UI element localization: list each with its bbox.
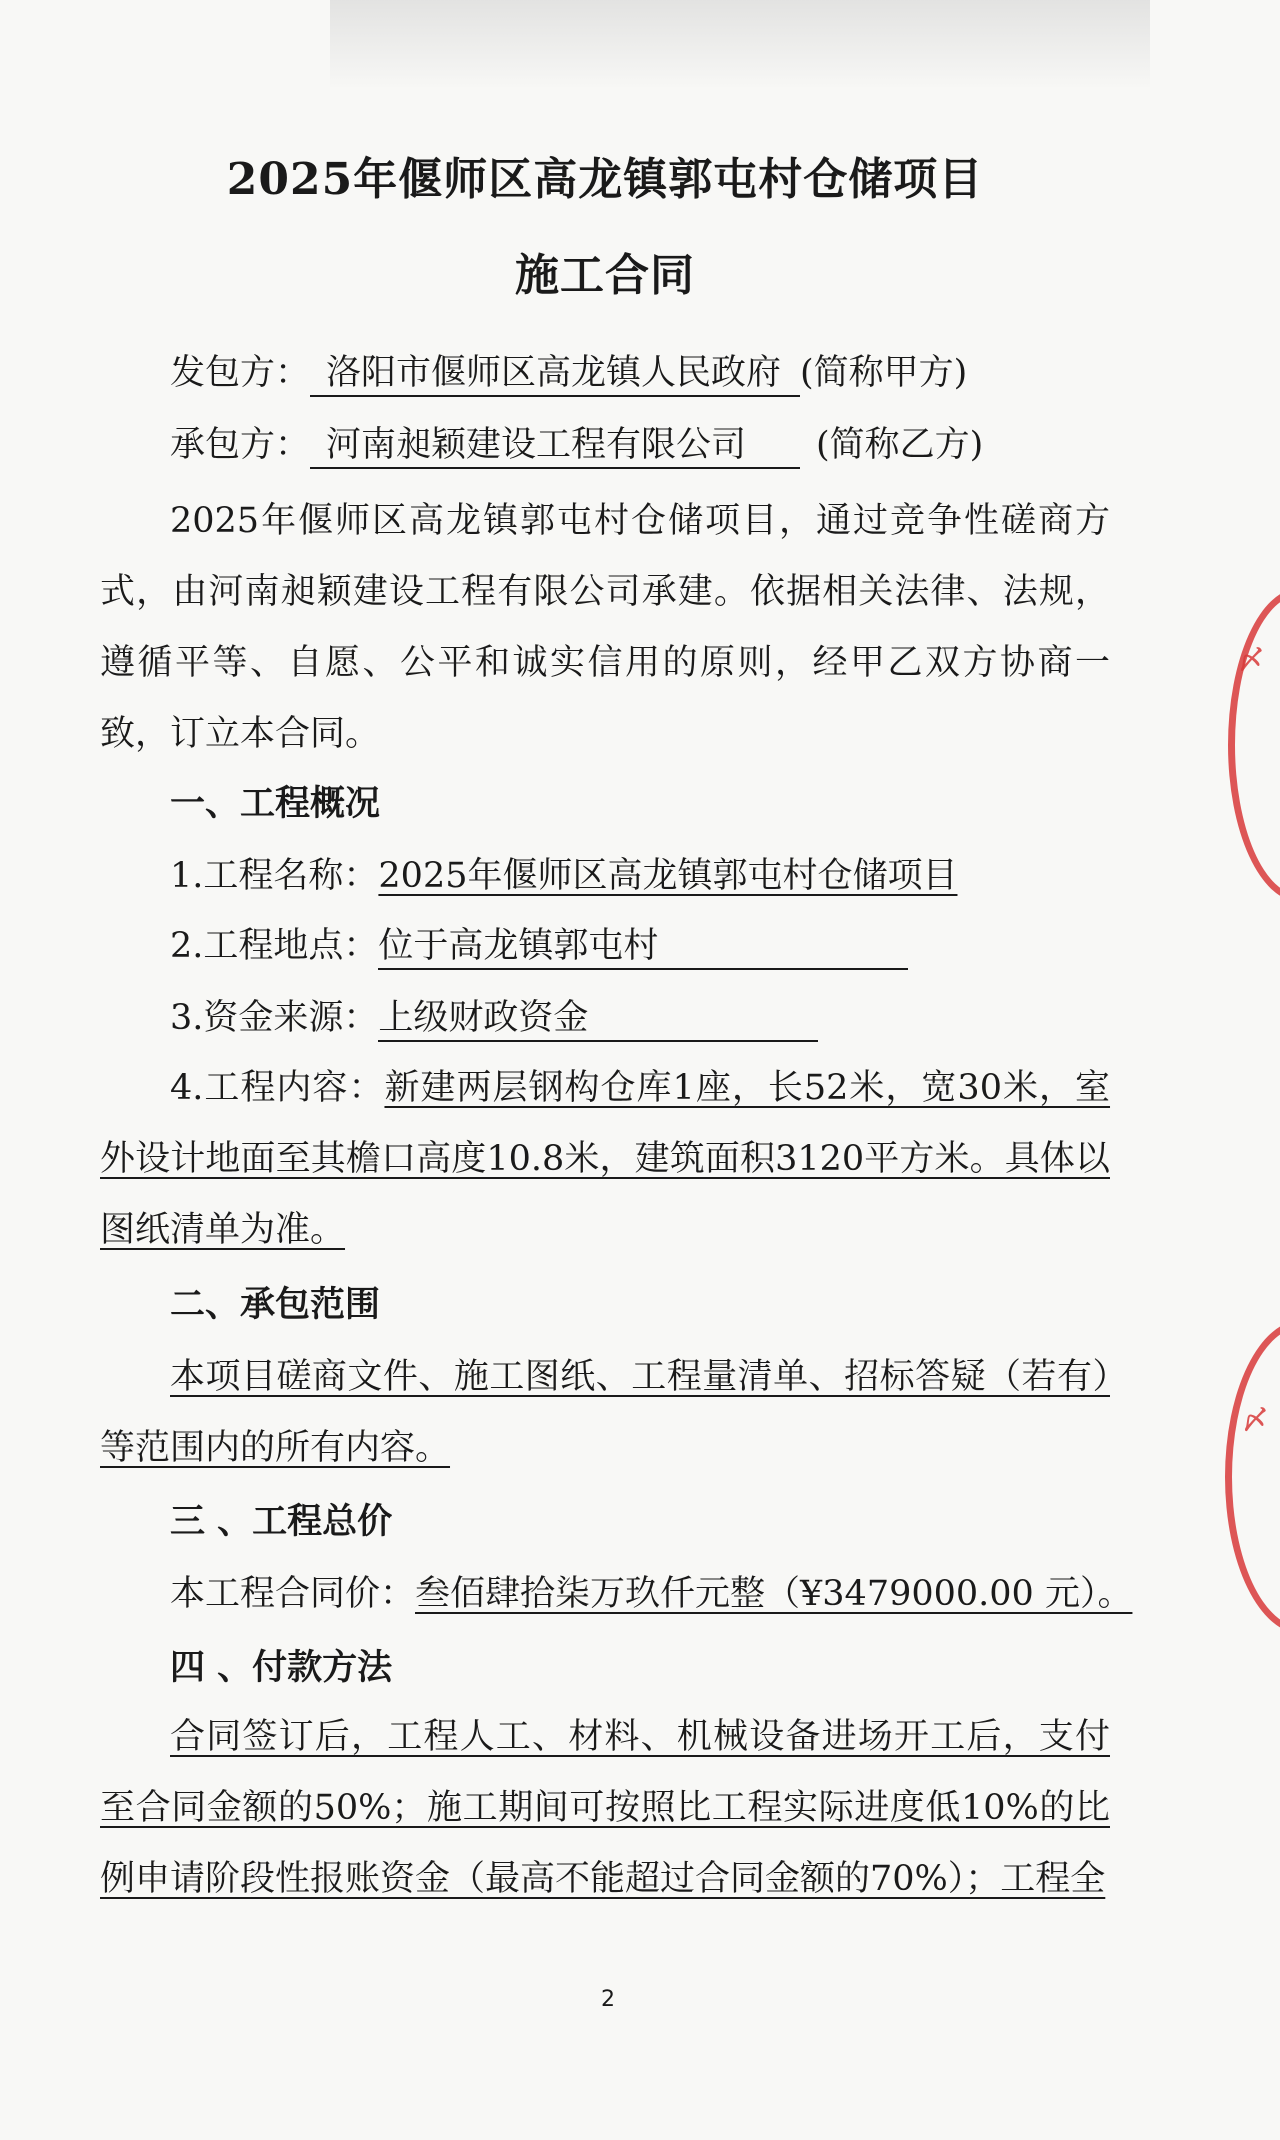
item-project-content (100, 1053, 1110, 1266)
employer-label: 发包方： (170, 353, 311, 393)
contract-title: 2025年偃师区高龙镇郭屯村仓储项目 (226, 154, 984, 205)
contractor-name-field (310, 423, 800, 469)
contractor-label: 承包方： (170, 425, 311, 465)
contractor-line (170, 421, 983, 469)
item2-value: 位于高龙镇郭屯村 (378, 926, 659, 966)
item3-field (378, 996, 818, 1042)
contractor-name: 河南昶颖建设工程有限公司 (326, 425, 747, 465)
item3-label: 3.资金来源： (170, 998, 379, 1038)
official-seal-upper (1228, 588, 1280, 902)
contractor-abbr: (简称乙方) (816, 425, 984, 465)
item2-field (378, 924, 908, 970)
price-value: 叁佰肆拾柒万玖仟元整（¥3479000.00 元）。 (415, 1574, 1133, 1614)
employer-line (170, 349, 967, 397)
item1-value: 2025年偃师区高龙镇郭屯村仓储项目 (378, 856, 958, 896)
item4-value: 新建两层钢构仓库1座，长52米，宽30米，室外设计地面至其檐口高度10.8米，建筑面积3120平方米。具体以图纸清单为准。 (100, 1068, 1111, 1250)
item4-label: 4.工程内容： (170, 1068, 385, 1108)
intro-paragraph: 2025年偃师区高龙镇郭屯村仓储项目，通过竞争性磋商方式，由河南昶颖建设工程有限公司承建。依据相关法律、法规，遵循平等、自愿、公平和诚实信用的原则，经甲乙双方协商一致，订立本合同。 (100, 501, 1110, 754)
payment-text: 合同签订后，工程人工、材料、机械设备进场开工后，支付至合同金额的50%；施工期间可按照比工程实际进度低10%的比例申请阶段性报账资金（最高不能超过合同金额的70%）；工程全 (100, 1717, 1110, 1899)
item3-value: 上级财政资金 (378, 998, 589, 1038)
bleed-through-shadow (330, 0, 1150, 90)
employer-name: 洛阳市偃师区高龙镇人民政府 (326, 353, 782, 393)
official-seal-lower (1225, 1320, 1280, 1634)
contract-subtitle: 施工合同 (515, 250, 695, 301)
item-funding-source (170, 994, 818, 1042)
scope-paragraph (100, 1342, 1110, 1484)
employer-name-field (310, 351, 800, 397)
page-number: 2 (601, 1987, 615, 2012)
section-price-heading: 三 、工程总价 (170, 1501, 393, 1542)
seal-mark-lower: 〆 (1242, 1406, 1269, 1436)
item2-label: 2.工程地点： (170, 926, 379, 966)
item1-label: 1.工程名称： (170, 856, 379, 896)
section-payment-heading: 四 、付款方法 (170, 1647, 393, 1688)
section-scope-heading: 二、承包范围 (170, 1284, 381, 1325)
item-project-name (170, 852, 957, 900)
payment-paragraph (100, 1702, 1110, 1915)
employer-abbr: (简称甲方) (800, 353, 968, 393)
price-label: 本工程合同价： (170, 1574, 416, 1614)
price-line (170, 1570, 1132, 1618)
section-overview-heading: 一、工程概况 (170, 783, 381, 824)
seal-mark-upper: 〆 (1238, 646, 1265, 676)
item-project-location (170, 922, 908, 970)
scope-text: 本项目磋商文件、施工图纸、工程量清单、招标答疑（若有）等范围内的所有内容。 (100, 1357, 1110, 1468)
